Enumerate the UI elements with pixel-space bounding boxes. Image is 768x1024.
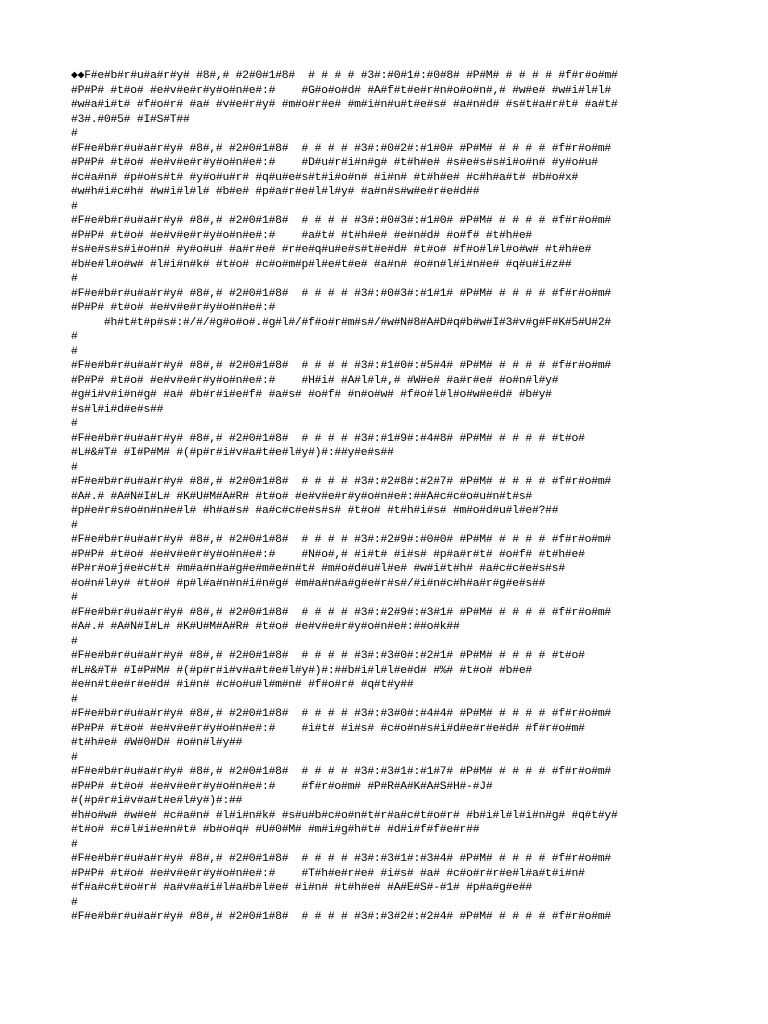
transcript-line: #F#e#b#r#u#a#r#y# #8#,# #2#0#1#8# # # # # #3#:#3#0#:#2#1# #P#M# # # # # #t#o# <box>71 650 585 662</box>
transcript-line: #p#e#r#s#o#n#n#e#l# #h#a#s# #a#c#c#e#s#s# #t#o# #t#h#i#s# #m#o#d#u#l#e#?## <box>71 505 559 517</box>
transcript-line: #F#e#b#r#u#a#r#y# #8#,# #2#0#1#8# # # # # #3#:#1#9#:#4#8# #P#M# # # # # #t#o# <box>71 432 585 445</box>
transcript-line: #s#l#i#d#e#s## <box>71 403 164 416</box>
transcript-line: #(#p#r#i#v#a#t#e#l#y#)#:## <box>71 795 243 807</box>
transcript-line: # <box>71 461 78 474</box>
transcript-line: # <box>71 331 78 343</box>
transcript-line: # <box>71 200 78 213</box>
transcript-line: #h#o#w# #w#e# #c#a#n# #l#i#n#k# #s#u#b#c#o#n#t#r#a#c#t#o#r# #b#i#l#l#i#n#g# #q#t#y# <box>71 809 618 822</box>
transcript-line: #L#&#T# #I#P#M# #(#p#r#i#v#a#t#e#l#y#)#:##b#i#l#l#e#d# #%# #t#o# #b#e# <box>71 664 532 677</box>
transcript-line: #w#a#i#t# #f#o#r# #a# #v#e#r#y# #m#o#r#e# #m#i#n#u#t#e#s# #a#n#d# #s#t#a#r#t# #a#t# <box>71 99 618 111</box>
transcript-line: #F#e#b#r#u#a#r#y# #8#,# #2#0#1#8# # # # # #3#:#3#1#:#1#7# #P#M# # # # # #f#r#o#m# <box>71 766 612 778</box>
transcript-line: #F#e#b#r#u#a#r#y# #8#,# #2#0#1#8# # # # # #3#:#2#8#:#2#7# #P#M# # # # # #f#r#o#m# <box>71 476 612 488</box>
transcript-line: # <box>71 519 78 532</box>
transcript-line: ◆◆F#e#b#r#u#a#r#y# #8#,# #2#0#1#8# # # # # #3#:#0#1#:#0#8# #P#M# # # # # #f#r#o#m# <box>71 70 618 82</box>
transcript-line: # <box>71 635 78 648</box>
transcript-line: # <box>71 896 78 909</box>
transcript-line: # <box>71 273 78 285</box>
transcript-line: #P#r#o#j#e#c#t# #m#a#n#a#g#e#m#e#n#t# #m#o#d#u#l#e# #w#i#t#h# #a#c#c#e#s#s# <box>71 563 565 575</box>
transcript-line: #P#P# #t#o# #e#v#e#r#y#o#n#e#:# #H#i# #A#l#l#,# #W#e# #a#r#e# #o#n#l#y# <box>71 374 559 387</box>
transcript-line: #t#h#e# #W#0#D# #o#n#l#y## <box>71 737 243 749</box>
transcript-line: #e#n#t#e#r#e#d# #i#n# #c#o#u#l#m#n# #f#o#r# #q#t#y## <box>71 679 414 691</box>
transcript-line: #F#e#b#r#u#a#r#y# #8#,# #2#0#1#8# # # # # #3#:#3#1#:#3#4# #P#M# # # # # #f#r#o#m# <box>71 853 612 865</box>
transcript-line: #s#e#s#s#i#o#n# #y#o#u# #a#r#e# #r#e#q#u#e#s#t#e#d# #t#o# #f#o#l#l#o#w# #t#h#e# <box>71 244 592 256</box>
transcript-line: # <box>71 693 78 706</box>
transcript-line: #F#e#b#r#u#a#r#y# #8#,# #2#0#1#8# # # # # #3#:#0#3#:#1#0# #P#M# # # # # #f#r#o#m# <box>71 215 612 227</box>
transcript-line: #P#P# #t#o# #e#v#e#r#y#o#n#e#:# #N#o#,# #i#t# #i#s# #p#a#r#t# #o#f# #t#h#e# <box>71 548 585 561</box>
transcript-line: #L#&#T# #I#P#M# #(#p#r#i#v#a#t#e#l#y#)#:##y#e#s## <box>71 447 394 459</box>
transcript-line: # <box>71 838 78 851</box>
transcript-line: #F#e#b#r#u#a#r#y# #8#,# #2#0#1#8# # # # # #3#:#3#2#:#2#4# #P#M# # # # # #f#r#o#m# <box>71 911 612 923</box>
transcript-line: #P#P# #t#o# #e#v#e#r#y#o#n#e#:# #D#u#r#i#n#g# #t#h#e# #s#e#s#s#i#o#n# #y#o#u# <box>71 157 598 169</box>
transcript-line: # <box>71 128 78 140</box>
transcript-line: #t#o# #c#l#i#e#n#t# #b#o#q# #U#0#M# #m#i#g#h#t# #d#i#f#f#e#r## <box>71 824 480 836</box>
transcript-line: #P#P# #t#o# #e#v#e#r#y#o#n#e#:# #a#t# #t#h#e# #e#n#d# #o#f# #t#h#e# <box>71 229 532 242</box>
chat-transcript-text <box>71 69 761 925</box>
transcript-line: # <box>71 751 78 764</box>
transcript-line: #g#i#v#i#n#g# #a# #b#r#i#e#f# #a#s# #o#f# #n#o#w# #f#o#l#l#o#w#e#d# #b#y# <box>71 389 552 401</box>
transcript-line: #c#a#n# #p#o#s#t# #y#o#u#r# #q#u#e#s#t#i#o#n# #i#n# #t#h#e# #c#h#a#t# #b#o#x# <box>71 171 579 184</box>
transcript-line: # <box>71 345 78 358</box>
transcript-line: #3#.#0#5# #I#S#T## <box>71 113 190 126</box>
transcript-line: # <box>71 418 78 430</box>
transcript-line: #F#e#b#r#u#a#r#y# #8#,# #2#0#1#8# # # # # #3#:#2#9#:#0#0# #P#M# # # # # #f#r#o#m# <box>71 534 612 546</box>
transcript-line: #A#.# #A#N#I#L# #K#U#M#A#R# #t#o# #e#v#e#r#y#o#n#e#:##o#k## <box>71 621 460 633</box>
transcript-line: #h#t#t#p#s#:#/#/#g#o#o#.#g#l#/#f#o#r#m#s#/#w#N#8#A#D#q#b#w#I#3#v#g#F#K#5#U#2# <box>71 316 612 329</box>
transcript-line: #P#P# #t#o# #e#v#e#r#y#o#n#e#:# #G#o#o#d# #A#f#t#e#r#n#o#o#n#,# #w#e# #w#i#l#l# <box>71 84 612 97</box>
transcript-line: #b#e#l#o#w# #l#i#n#k# #t#o# #c#o#m#p#l#e#t#e# #a#n# #o#n#l#i#n#e# #q#u#i#z## <box>71 258 572 271</box>
transcript-line: #P#P# #t#o# #e#v#e#r#y#o#n#e#:# #i#t# #i#s# #c#o#n#s#i#d#e#r#e#d# #f#r#o#m# <box>71 722 585 735</box>
transcript-line: #o#n#l#y# #t#o# #p#l#a#n#n#i#n#g# #m#a#n#a#g#e#r#s#/#i#n#c#h#a#r#g#e#s## <box>71 577 546 590</box>
transcript-line: #F#e#b#r#u#a#r#y# #8#,# #2#0#1#8# # # # # #3#:#1#0#:#5#4# #P#M# # # # # #f#r#o#m# <box>71 360 612 372</box>
transcript-line: #A#.# #A#N#I#L# #K#U#M#A#R# #t#o# #e#v#e#r#y#o#n#e#:##A#c#c#o#u#n#t#s# <box>71 490 532 503</box>
transcript-line: #F#e#b#r#u#a#r#y# #8#,# #2#0#1#8# # # # # #3#:#3#0#:#4#4# #P#M# # # # # #f#r#o#m# <box>71 708 612 720</box>
transcript-line: # <box>71 592 78 604</box>
transcript-line: #f#a#c#t#o#r# #a#v#a#i#l#a#b#l#e# #i#n# #t#h#e# #A#E#S#-#1# #p#a#g#e## <box>71 882 532 894</box>
transcript-line: #F#e#b#r#u#a#r#y# #8#,# #2#0#1#8# # # # # #3#:#0#3#:#1#1# #P#M# # # # # #f#r#o#m# <box>71 287 612 300</box>
transcript-line: #w#h#i#c#h# #w#i#l#l# #b#e# #p#a#r#e#l#l#y# #a#n#s#w#e#r#e#d## <box>71 186 480 198</box>
transcript-line: #P#P# #t#o# #e#v#e#r#y#o#n#e#:# #T#h#e#r#e# #i#s# #a# #c#o#r#r#e#l#a#t#i#n# <box>71 867 585 880</box>
transcript-line: #F#e#b#r#u#a#r#y# #8#,# #2#0#1#8# # # # # #3#:#0#2#:#1#0# #P#M# # # # # #f#r#o#m# <box>71 142 612 155</box>
transcript-line: #P#P# #t#o# #e#v#e#r#y#o#n#e#:# #f#r#o#m# #P#R#A#K#A#S#H#-#J# <box>71 780 493 793</box>
transcript-line: #F#e#b#r#u#a#r#y# #8#,# #2#0#1#8# # # # # #3#:#2#9#:#3#1# #P#M# # # # # #f#r#o#m# <box>71 606 612 619</box>
transcript-line: #P#P# #t#o# #e#v#e#r#y#o#n#e#:# <box>71 302 276 314</box>
